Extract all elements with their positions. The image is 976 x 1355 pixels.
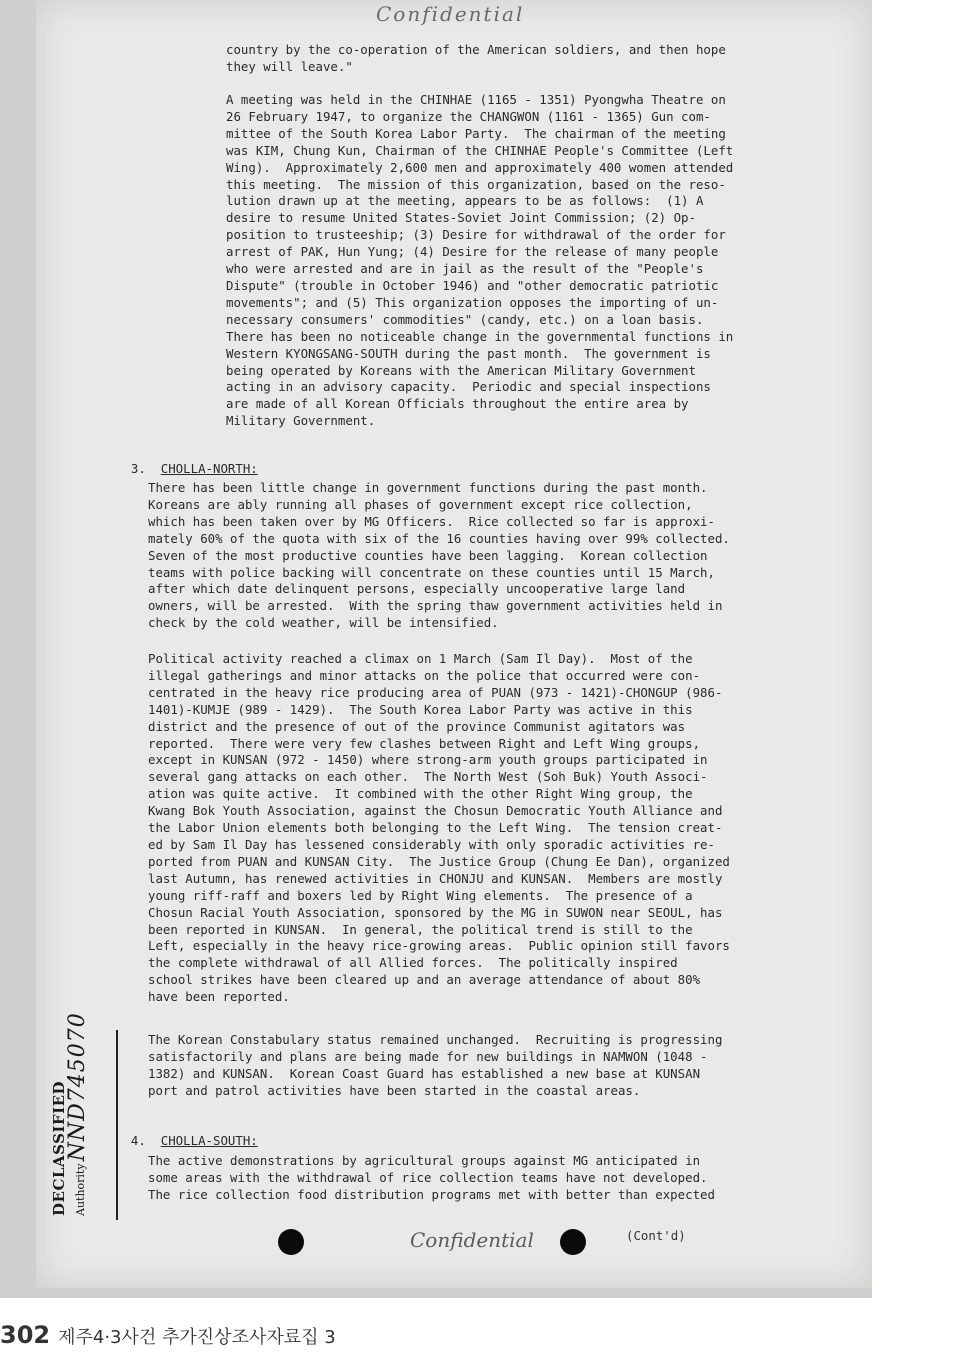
punch-hole-left [278, 1229, 304, 1255]
cholla-north-paragraph-2: Political activity reached a climax on 1 March (Sam Il Day). Most of the illegal gatherings and minor attacks on the police that occurred were con- centrated in the heavy rice producing area of PUAN (973 - 1421)-CHONGUP (986- 1401)-KUMJE (989 - 1429). The South Korea Labor Party was active in this district and the presence of out of the province Communist agitators was reported. There were very few clashes between Right and Left Wing groups, except in KUNSAN (972 - 1450) where strong-arm youth groups participated in several gang attacks on each other. The North West (Soh Buk) Youth Associ- ation was quite active. It combined with the other Right Wing group, the Kwang Bok Youth Association, against the Chosun Democratic Youth Alliance and the Labor Union elements both belonging to the Left Wing. The tension creat- ed by Sam Il Day has lessened considerably with only sporadic activities re- ported from PUAN and KUNSAN City. The Justice Group (Chung Ee Dan), organized last Autumn, has renewed activities in CHONJU and KUNSAN. Members are mostly young riff-raff and boxers led by Right Wing elements. The presence of a Chosun Racial Youth Association, sponsored by the MG in SUWON near SEOUL, has been reported in KUNSAN. In general, the political trend is still to the Left, especially in the heavy rice-growing areas. Public opinion still favors the complete withdrawal of all Allied forces. The politically inspired school strikes have been cleared up and an average attendance of about 80% have been reported. [148, 651, 730, 1005]
confidential-marking-bottom: Confidential [410, 1228, 534, 1252]
cholla-south-paragraph-1: The active demonstrations by agricultural groups against MG anticipated in some areas with the withdrawal of rice collection teams have not developed. The rice collection food distribution programs met with better than expected [148, 1153, 715, 1202]
section-3-number: 3. [130, 460, 146, 476]
intro-paragraph: country by the co-operation of the American soldiers, and then hope they will leave." [226, 42, 726, 74]
meeting-paragraph: A meeting was held in the CHINHAE (1165 - 1351) Pyongwha Theatre on 26 February 1947, to organize the CHANGWON (1161 - 1365) Gun com- mittee of the South Korea Labor Party. The chairman of the meeting was KIM, Chung Kun, Chairman of the CHINHAE People's Committee (Left Wing). Approximately 2,600 men and approximately 400 women attended this meeting. The mission of this organization, based on the reso- lution drawn up at the meeting, appears to be as follows: (1) A desire to resume United States-Soviet Joint Commission; (2) Op- position to trusteeship; (3) Desire for withdrawal of the order for arrest of PAK, Hun Yung; (4) Desire for the release of many people who were arrested and are in jail as the result of the "People's Dispute" (trouble in October 1946) and "other democratic patriotic movements"; and (5) This organization opposes the importing of un- necessary consumers' commodities" (candy, etc.) on a loan basis. There has been no noticeable change in the governmental functions in Western KYONGSANG-SOUTH during the past month. The government is being operated by Koreans with the American Military Government acting in an advisory capacity. Periodic and special inspections are made of all Korean Officials throughout the entire area by Military Government. [226, 92, 734, 429]
authority-label: Authority [74, 1163, 87, 1216]
authority-line [65, 1012, 91, 1216]
continued-marker: (Cont'd) [626, 1228, 686, 1243]
cholla-north-paragraph-3: The Korean Constabulary status remained unchanged. Recruiting is progressing satisfactorily and plans are being made for new buildings in NAMWON (1048 - 1382) and KUNSAN. Korean Coast Guard has established a new base at KUNSAN port and patrol activities have been started in the coastal areas. [148, 1032, 723, 1098]
punch-hole-right [560, 1229, 586, 1255]
section-4-title: CHOLLA-SOUTH: [160, 1132, 258, 1148]
book-footer [0, 1318, 336, 1349]
declassified-stamp [44, 1012, 118, 1220]
declassified-label: DECLASSIFIED [50, 1080, 68, 1216]
book-title: 제주4·3사건 추가진상조사자료집 3 [58, 1327, 336, 1348]
confidential-marking-top: Confidential [376, 2, 525, 26]
section-3-heading [116, 444, 258, 478]
section-3-title: CHOLLA-NORTH: [160, 460, 258, 476]
section-4-heading [116, 1116, 258, 1150]
section-4-number: 4. [130, 1132, 146, 1148]
authority-code: NND745070 [65, 1012, 90, 1162]
page-number: 302 [0, 1321, 51, 1349]
cholla-north-paragraph-1: There has been little change in government functions during the past month. Koreans are ably running all phases of government except rice collection, which has been taken over by MG Officers. Rice collected so far is approxi- mately 60% of the quota with six of the 16 counties having over 99% collected. Seven of the most productive counties have been lagging. Korean collection teams with police backing will concentrate on these counties until 15 March, after which date delinquent persons, especially uncooperative large land owners, will be arrested. With the spring thaw government activities held in check by the cold weather, will be intensified. [148, 480, 730, 631]
